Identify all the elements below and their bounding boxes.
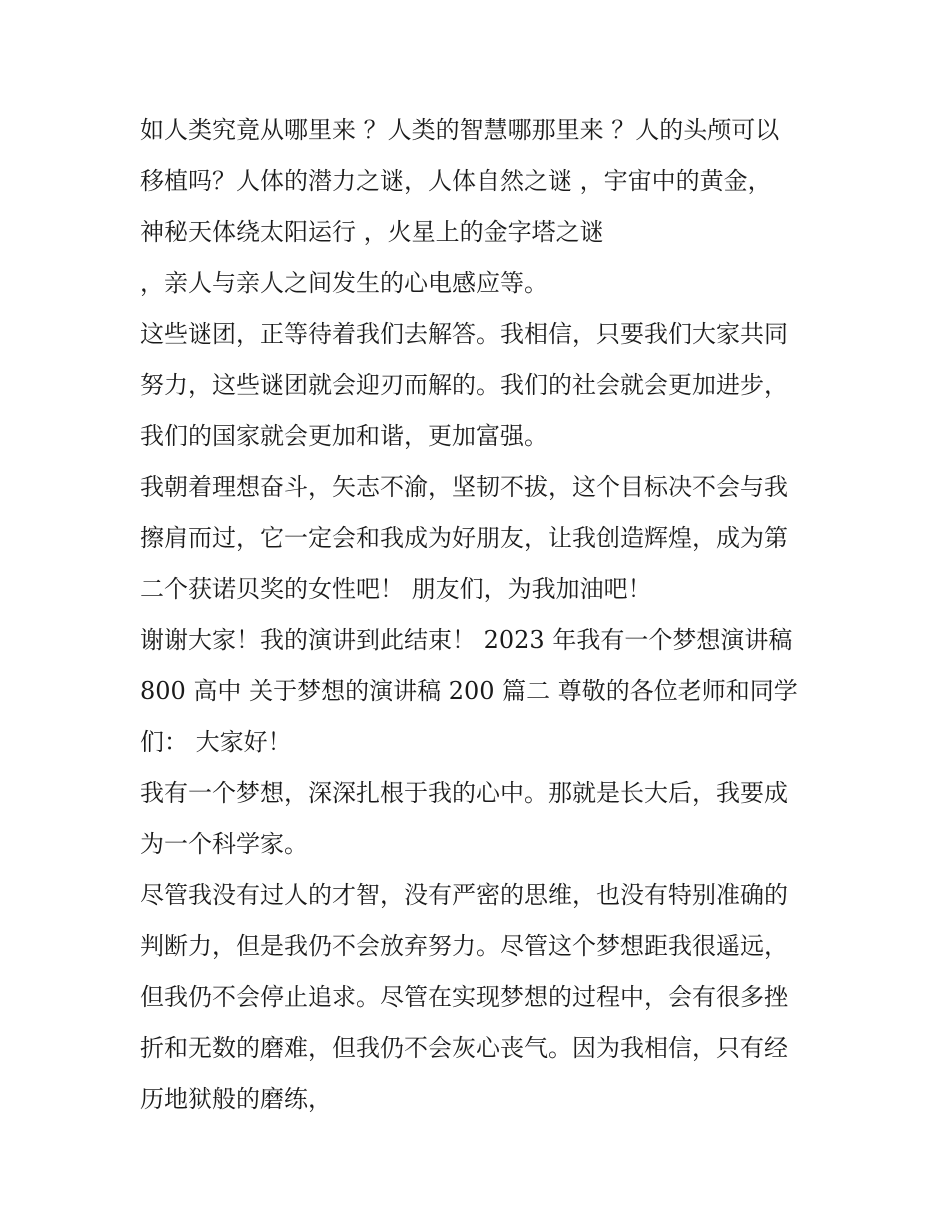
text-line: 判断力，但是我仍不会放弃努力。尽管这个梦想距我很遥远，: [140, 932, 788, 960]
text-line: 们： 大家好！: [140, 728, 292, 756]
text-line: 擦肩而过，它一定会和我成为好朋友，让我创造辉煌，成为第: [140, 524, 788, 552]
text-line: 折和无数的磨难，但我仍不会灰心丧气。因为我相信，只有经: [140, 1034, 788, 1062]
text-line: 我们的国家就会更加和谐，更加富强。: [140, 422, 548, 450]
text-line: 但我仍不会停止追求。尽管在实现梦想的过程中，会有很多挫: [140, 983, 788, 1011]
text-line: 我有一个梦想，深深扎根于我的心中。那就是长大后，我要成: [140, 779, 788, 807]
text-line: 神秘天体绕太阳运行 ，火星上的金字塔之谜: [140, 218, 604, 246]
text-line: ，亲人与亲人之间发生的心电感应等。: [140, 269, 548, 297]
text-line: 尽管我没有过人的才智，没有严密的思维，也没有特别准确的: [140, 881, 788, 909]
text-line: 我朝着理想奋斗，矢志不渝，坚韧不拔，这个目标决不会与我: [140, 473, 788, 501]
text-line: 如人类究竟从哪里来 ？人类的智慧哪那里来 ？人的头颅可以: [140, 116, 780, 144]
text-line: 历地狱般的磨练，: [140, 1085, 332, 1113]
text-line: 这些谜团，正等待着我们去解答。我相信，只要我们大家共同: [140, 320, 788, 348]
text-line: 800 高中 关于梦想的演讲稿 200 篇二 尊敬的各位老师和同学: [140, 677, 798, 705]
text-line: 谢谢大家！我的演讲到此结束！ 2023 年我有一个梦想演讲稿: [140, 626, 793, 654]
text-line: 为一个科学家。: [140, 830, 308, 858]
text-line: 移植吗？人体的潜力之谜，人体自然之谜 ，宇宙中的黄金，: [140, 167, 772, 195]
text-line: 努力，这些谜团就会迎刃而解的。我们的社会就会更加进步，: [140, 371, 788, 399]
text-line: 二个获诺贝奖的女性吧！ 朋友们，为我加油吧！: [140, 575, 652, 603]
document-body: [140, 108, 820, 1128]
